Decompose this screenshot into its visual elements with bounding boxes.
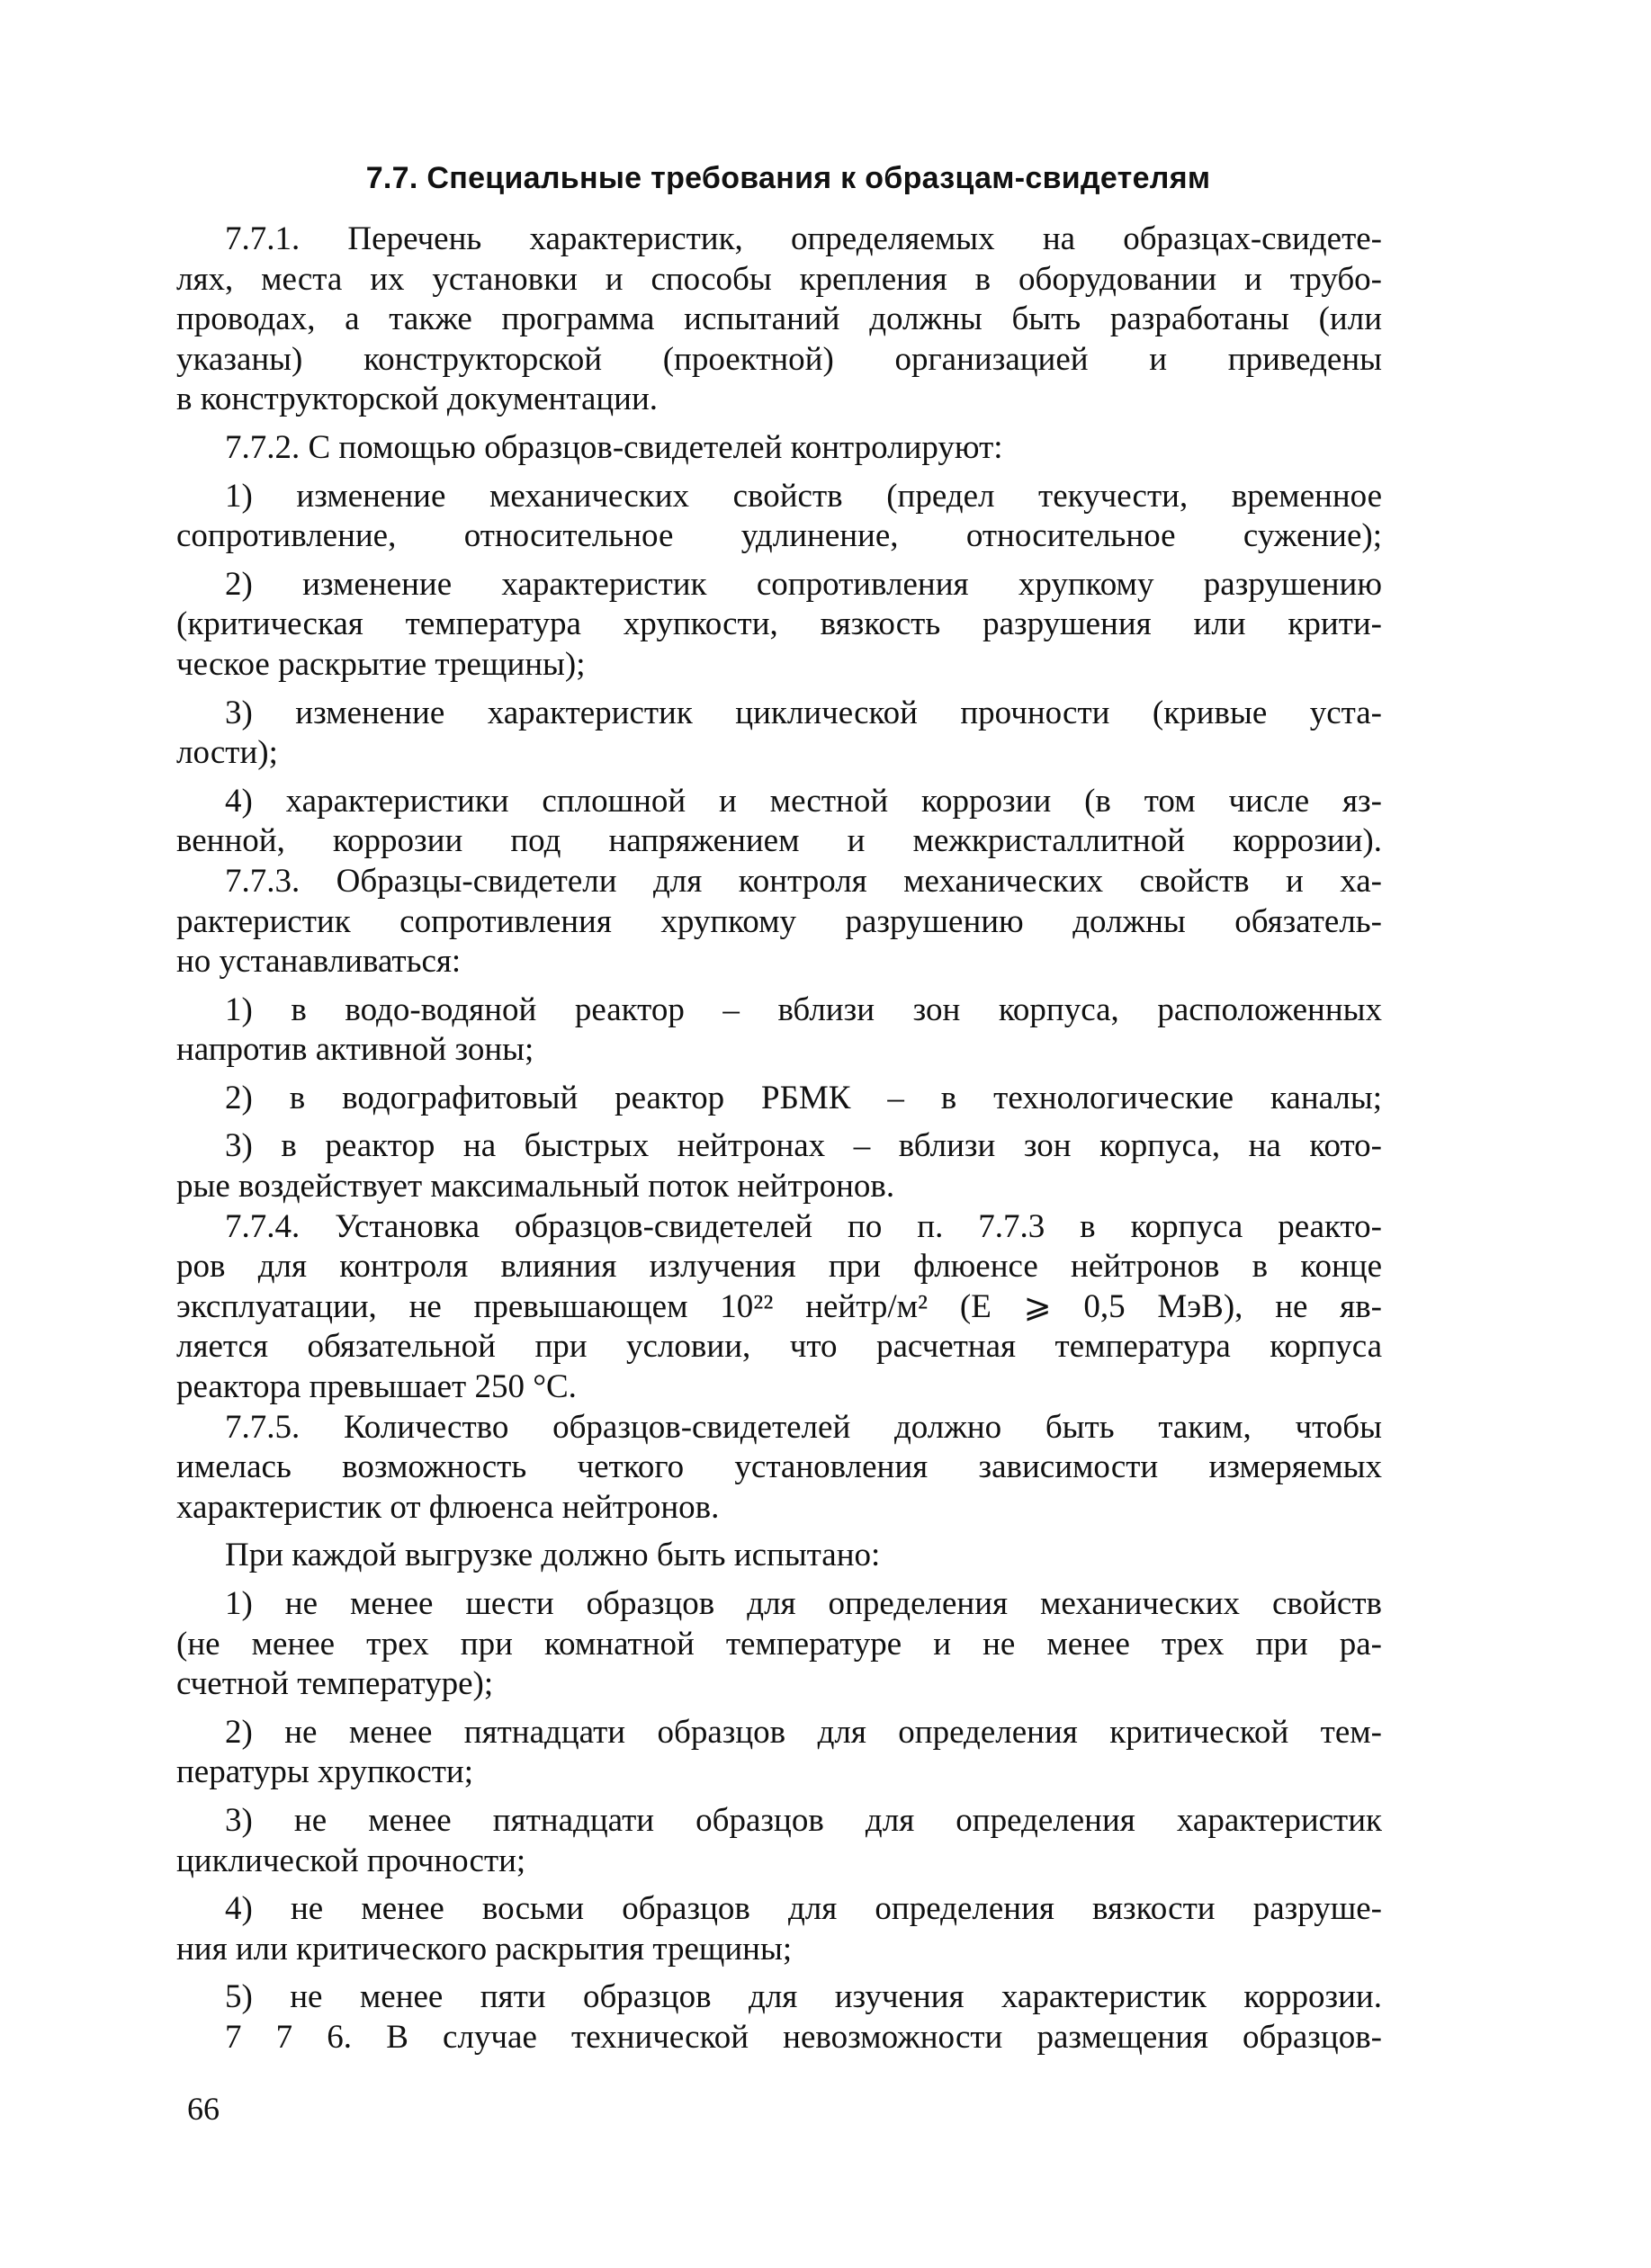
paragraph-gap xyxy=(176,1528,1382,1536)
body-text xyxy=(176,220,1382,2058)
paragraph-gap xyxy=(176,774,1382,782)
text-line: пературы хрупкости; xyxy=(176,1753,473,1791)
text-line: характеристик от флюенса нейтронов. xyxy=(176,1488,720,1526)
paragraph-gap xyxy=(176,420,1382,428)
text-line: проводах, а также программа испытаний должны быть разработаны (или xyxy=(176,300,1382,338)
text-line: венной, коррозии под напряжением и межкристаллитной коррозии). xyxy=(176,822,1382,860)
paragraph-gap xyxy=(176,1705,1382,1713)
paragraph-gap xyxy=(176,469,1382,477)
text-line: реактора превышает 250 °С. xyxy=(176,1368,577,1406)
text-line: 7.7.4. Установка образцов-свидетелей по п. 7.7.3 в корпуса реакто- xyxy=(225,1207,1382,1245)
text-line: 7.7.5. Количество образцов-свидетелей должно быть таким, чтобы xyxy=(225,1408,1382,1446)
text-line: (критическая температура хрупкости, вязкость разрушения или крити- xyxy=(176,605,1382,643)
text-line: 1) в водо-водяной реактор – вблизи зон корпуса, расположенных xyxy=(225,991,1382,1028)
text-line: 5) не менее пяти образцов для изучения характеристик коррозии. xyxy=(225,1978,1382,2016)
paragraph-gap xyxy=(176,1793,1382,1801)
text-line: 4) не менее восьми образцов для определения вязкости разруше- xyxy=(225,1890,1382,1928)
text-line: 2) не менее пятнадцати образцов для определения критической тем- xyxy=(225,1713,1382,1751)
text-line: 7 7 6. В случае технической невозможности размещения образцов- xyxy=(225,2018,1382,2056)
text-line: рактеристик сопротивления хрупкому разрушению должны обязатель- xyxy=(176,902,1382,940)
text-line: имелась возможность четкого установления зависимости измеряемых xyxy=(176,1448,1382,1486)
text-line: 3) в реактор на быстрых нейтронах – вблизи зон корпуса, на кото- xyxy=(225,1127,1382,1165)
text-line: счетной температуре); xyxy=(176,1665,494,1703)
paragraph-gap xyxy=(176,686,1382,694)
text-line: напротив активной зоны; xyxy=(176,1031,534,1069)
text-line: ляется обязательной при условии, что расчетная температура корпуса xyxy=(176,1328,1382,1366)
text-line: 1) не менее шести образцов для определения механических свойств xyxy=(225,1585,1382,1622)
text-line: указаны) конструкторской (проектной) организацией и приведены xyxy=(176,340,1382,378)
text-line: ров для контроля влияния излучения при флюенсе нейтронов в конце xyxy=(176,1248,1382,1286)
text-line: 7.7.1. Перечень характеристик, определяемых на образцах-свидете- xyxy=(225,220,1382,257)
text-line: При каждой выгрузке должно быть испытано: xyxy=(225,1537,881,1574)
text-line: 2) в водографитовый реактор РБМК – в технологические каналы; xyxy=(225,1079,1382,1116)
text-line: 2) изменение характеристик сопротивления хрупкому разрушению xyxy=(225,565,1382,603)
paragraph-gap xyxy=(176,1071,1382,1079)
text-line: 4) характеристики сплошной и местной коррозии (в том числе яз- xyxy=(225,782,1382,820)
paragraph-gap xyxy=(176,982,1382,991)
text-line: но устанавливаться: xyxy=(176,943,462,981)
text-line: 1) изменение механических свойств (предел текучести, временное xyxy=(225,477,1382,515)
text-line: (не менее трех при комнатной температуре и не менее трех при ра- xyxy=(176,1625,1382,1663)
text-line: сопротивление, относительное удлинение, относительное сужение); xyxy=(176,517,1382,555)
paragraph-gap xyxy=(176,1969,1382,1977)
text-line: в конструкторской документации. xyxy=(176,381,659,418)
paragraph-gap xyxy=(176,557,1382,565)
text-line: эксплуатации, не превышающем 10²² нейтр/м² (E ⩾ 0,5 МэВ), не яв- xyxy=(176,1287,1382,1325)
text-line: лости); xyxy=(176,734,278,772)
text-line: 7.7.3. Образцы-свидетели для контроля механических свойств и ха- xyxy=(225,862,1382,900)
text-line: 3) не менее пятнадцати образцов для определения характеристик xyxy=(225,1801,1382,1839)
text-line: 7.7.2. С помощью образцов-свидетелей контролируют: xyxy=(225,428,1003,466)
paragraph-gap xyxy=(176,1576,1382,1584)
text-line: лях, места их установки и способы крепления в оборудовании и трубо- xyxy=(176,260,1382,298)
paragraph-gap xyxy=(176,1881,1382,1889)
paragraph-gap xyxy=(176,1118,1382,1126)
text-line: рые воздействует максимальный поток нейтронов. xyxy=(176,1168,895,1206)
text-line: ния или критического раскрытия трещины; xyxy=(176,1930,793,1968)
text-line: ческое раскрытие трещины); xyxy=(176,645,586,683)
page-number: 66 xyxy=(187,2091,220,2127)
text-line: 3) изменение характеристик циклической прочности (кривые уста- xyxy=(225,694,1382,731)
text-line: циклической прочности; xyxy=(176,1842,526,1879)
section-heading: 7.7. Специальные требования к образцам-свидетелям xyxy=(365,161,1211,195)
